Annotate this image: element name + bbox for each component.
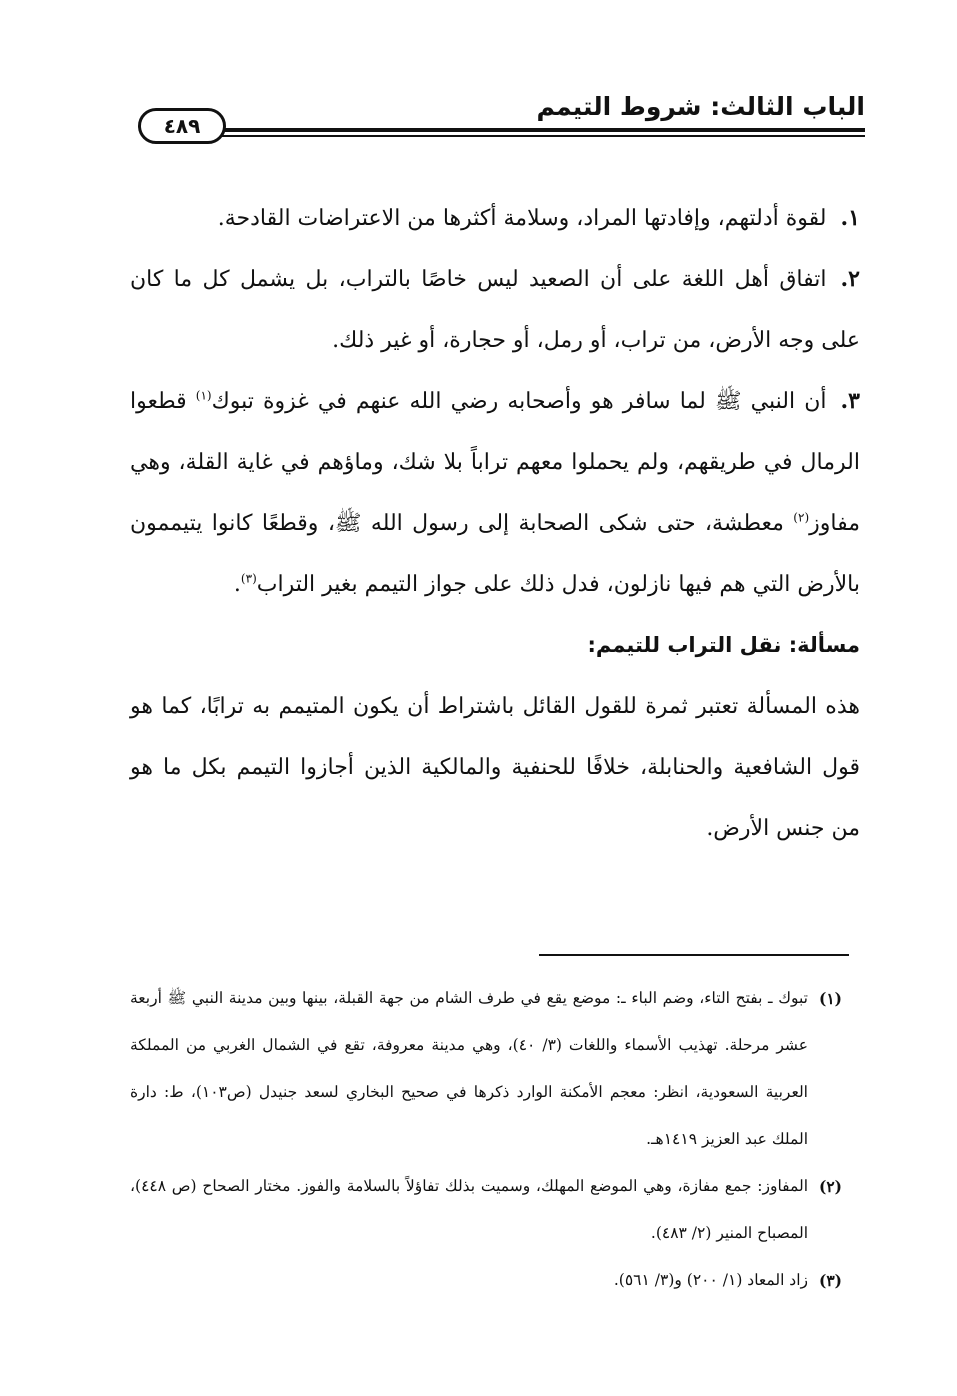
footnote-number: (٢) [818, 1177, 842, 1196]
page-number: ٤٨٩ [138, 108, 226, 144]
list-item-3 [130, 371, 860, 615]
footnote-ref-3: (٣) [240, 571, 257, 586]
footnote-text: المفاوز: جمع مفازة، وهي الموضع المهلك، وسميت بذلك تفاؤلاً بالسلامة والفوز. مختار الصحاح (ص ٤٤٨)، المصباح المنير (٢/ ٤٨٣). [130, 1177, 808, 1242]
chapter-title: الباب الثالث: شروط التيمم [536, 92, 865, 121]
footnote-number: (١) [818, 989, 842, 1008]
footnote-number: (٣) [818, 1271, 842, 1290]
footnote-1 [130, 975, 842, 1163]
list-item-text: معطشة، حتى شكى الصحابة إلى رسول الله ﷺ، وقطعًا كانوا يتيممون بالأرض التي هم فيها نازلون، فدل ذلك على جواز التيمم بغير التراب [130, 511, 860, 597]
footnote-text: زاد المعاد (١/ ٢٠٠) و(٣/ ٥٦١). [613, 1271, 808, 1289]
footnote-ref-1: (١) [195, 388, 212, 403]
list-item-1 [130, 188, 860, 249]
page-header [130, 80, 865, 150]
footnote-ref-2: (٢) [793, 510, 810, 525]
list-item-text: أن النبي ﷺ لما سافر هو وأصحابه رضي الله عنهم في غزوة تبوك [211, 389, 827, 414]
footnote-text: تبوك ـ بفتح التاء، وضم الباء ـ: موضع يقع في طرف الشام من جهة القبلة، بينها وبين مدينة النبي ﷺ أربعة عشر مرحلة. تهذيب الأسماء واللغات (٣/ ٤٠)، وهي مدينة معروفة، تقع في الشمال الغربي من المملكة العربية السعودية، انظر: معجم الأمكنة الوارد ذكرها في صحيح البخاري لسعد جنيدل (ص١٠٣)، ط: دارة الملك عبد العزيز ١٤١٩هـ. [130, 989, 808, 1148]
list-item-text: قطعوا الرمال في طريقهم، ولم يحملوا معهم تراباً بلا شك، وماؤهم في غاية القلة، وهي مفاوز [130, 389, 860, 536]
list-item-number: ٣. [840, 388, 860, 414]
footnote-2 [130, 1163, 842, 1257]
list-item-2 [130, 249, 860, 371]
section-heading-text: مسألة: نقل التراب للتيمم: [587, 633, 860, 657]
list-item-number: ١. [840, 205, 860, 231]
footnote-3 [130, 1257, 842, 1304]
list-item-text: لقوة أدلتهم، وإفادتها المراد، وسلامة أكثرها من الاعتراضات القادحة. [217, 206, 827, 231]
list-item-text: اتفاق أهل اللغة على أن الصعيد ليس خاصًا بالتراب، بل يشمل كل ما كان على وجه الأرض، من تراب، أو رمل، أو حجارة، أو غير ذلك. [130, 267, 860, 353]
header-rule [220, 128, 865, 132]
footnotes [130, 975, 842, 1304]
section-heading [130, 615, 860, 676]
list-item-number: ٢. [840, 266, 860, 292]
list-item-text: . [233, 572, 241, 597]
header-rule-thin [220, 135, 865, 137]
paragraph: هذه المسألة تعتبر ثمرة للقول القائل باشتراط أن يكون المتيمم به ترابًا، كما هو قول الشافعية والحنابلة، خلافًا للحنفية والمالكية الذين أجازوا التيمم بكل ما هو من جنس الأرض. [130, 694, 860, 841]
footnote-separator [539, 954, 849, 956]
main-text [130, 188, 860, 859]
